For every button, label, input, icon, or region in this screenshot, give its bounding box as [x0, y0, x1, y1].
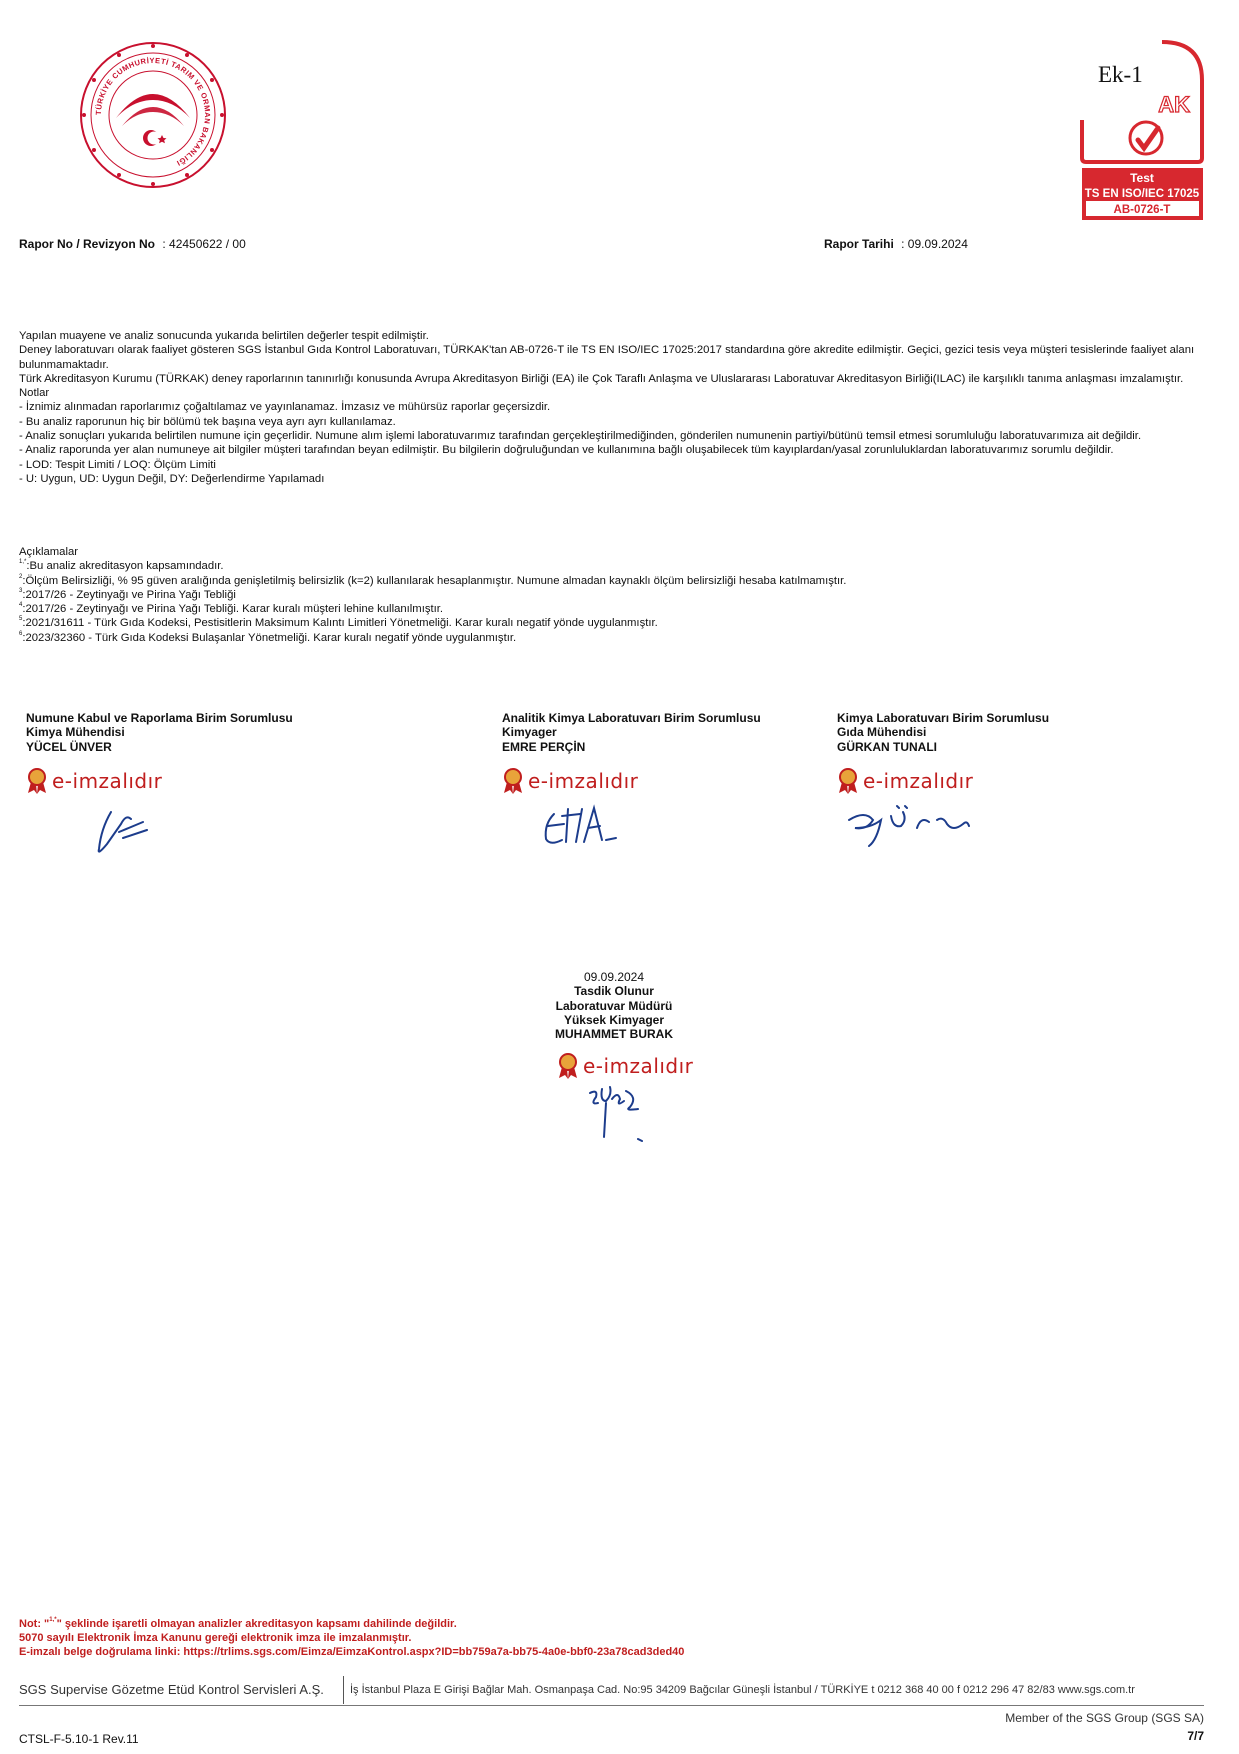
footnote-e-signature-law: 5070 sayılı Elektronik İmza Kanunu gereği elektronik imza ile imzalanmıştır.	[19, 1632, 412, 1644]
signatory-title: Gıda Mühendisi	[837, 725, 927, 740]
explanations-block	[19, 545, 1219, 645]
note-line: - Analiz raporunda yer alan numuneye ait bilgiler müşteri tarafından beyan edilmiştir. Bu bilgilerin doğruluğundan ve kullanımına bağlı oluşabilecek tüm kayıplardan/yasal zorunluluklardan laboratuvarımız sorumlu değildir.	[19, 444, 1114, 457]
signatory-2	[502, 711, 832, 867]
e-signature-badge	[557, 1053, 788, 1079]
footnote-verification-link: E-imzalı belge doğrulama linki: https://trlims.sgs.com/Eimza/EimzaKontrol.aspx?ID=bb759a7a-bb75-4a0e-bbf0-23a78cad3ded40	[19, 1646, 685, 1658]
annex-label: Ek-1	[1098, 62, 1143, 87]
page-number: 7/7	[1187, 1729, 1204, 1743]
turkak-logo-text: AK	[1158, 92, 1190, 117]
rosette-medal-icon	[837, 768, 859, 794]
footnotes	[19, 1617, 684, 1659]
report-number-label: Rapor No / Revizyon No	[19, 237, 156, 251]
signatory-role: Numune Kabul ve Raporlama Birim Sorumlusu	[26, 711, 293, 725]
approval-line: Yüksek Kimyager	[563, 1012, 665, 1027]
note-line: - U: Uygun, UD: Uygun Değil, DY: Değerlendirme Yapılamadı	[19, 472, 325, 485]
report-date-value: : 09.09.2024	[901, 237, 968, 251]
report-number-value: : 42450622 / 00	[162, 237, 246, 251]
explanation-item: $^5$:2021/31611 - Türk Gıda Kodeksi, Pestisitlerin Maksimum Kalıntı Limitleri Yönetmeliği. Karar kuralı negatif yönde uygulanmıştır.	[19, 616, 658, 630]
e-signature-label: e-imzalıdır	[583, 1054, 694, 1079]
member-of-group: Member of the SGS Group (SGS SA)	[1005, 1711, 1204, 1725]
approval-name: MUHAMMET BURAK	[555, 1027, 673, 1042]
footer-divider	[343, 1676, 344, 1704]
report-number	[19, 237, 246, 251]
badge-line-standard: TS EN ISO/IEC 17025	[1084, 188, 1200, 200]
e-signature-label: e-imzalıdır	[528, 768, 639, 793]
footer-rule	[19, 1705, 1204, 1706]
ministry-seal-logo	[78, 40, 228, 190]
footnote-accreditation: Not: "$^{1,*}$" şeklinde işaretli olmayan analizler akreditasyon kapsamı dahilinde değildir.	[19, 1617, 457, 1630]
handwritten-signature	[71, 794, 191, 864]
e-signature-label: e-imzalıdır	[863, 768, 974, 793]
handwritten-signature	[554, 1079, 674, 1149]
explanation-item: $^4$:2017/26 - Zeytinyağı ve Pirina Yağı Tebliği. Karar kuralı müşteri lehine kullanılmıştır.	[19, 602, 444, 616]
badge-line-accreditation-no: AB-0726-T	[1113, 204, 1171, 216]
e-signature-badge	[837, 768, 1167, 794]
signatory-title: Kimya Mühendisi	[26, 725, 125, 740]
seal-ring-text: TÜRKİYE CUMHURİYETİ TARIM VE ORMAN BAKANLIĞI	[93, 55, 213, 168]
approval-line: Tasdik Olunur	[574, 984, 654, 999]
note-line: - Bu analiz raporunun hiç bir bölümü tek başına veya ayrı ayrı kullanılamaz.	[19, 415, 396, 428]
signatory-name: GÜRKAN TUNALI	[837, 739, 937, 754]
form-code: CTSL-F-5.10-1 Rev.11	[19, 1732, 139, 1746]
rosette-medal-icon	[557, 1053, 579, 1079]
signatory-1	[26, 711, 356, 867]
statement-line: Deney laboratuvarı olarak faaliyet gösteren SGS İstanbul Gıda Kontrol Laboratuvarı, TÜRKAK'tan AB-0726-T ile TS EN ISO/IEC 17025:2017 standardına göre akredite edilmiştir. Geçici, gezici tesis veya müşteri tesislerinde faaliyet alanı bulunmamaktadır.	[19, 344, 1195, 371]
signatory-role: Kimya Laboratuvarı Birim Sorumlusu	[837, 711, 1050, 725]
handwritten-signature	[837, 794, 997, 864]
approval-block	[440, 970, 788, 1153]
notes-title: Notlar	[19, 387, 50, 400]
signatory-name: YÜCEL ÜNVER	[26, 739, 112, 754]
company-address: İş İstanbul Plaza E Girişi Bağlar Mah. Osmanpaşa Cad. No:95 34209 Bağcılar Güneşli İstanbul / TÜRKİYE t 0212 368 40 00 f 0212 296 47 82/83 www.sgs.com.tr	[350, 1684, 1135, 1696]
rosette-medal-icon	[26, 768, 48, 794]
signatory-role: Analitik Kimya Laboratuvarı Birim Sorumlusu	[502, 711, 761, 725]
statement-line: Yapılan muayene ve analiz sonucunda yukarıda belirtilen değerler tespit edilmiştir.	[19, 330, 429, 342]
rosette-medal-icon	[502, 768, 524, 794]
signatory-name: EMRE PERÇİN	[502, 739, 586, 754]
badge-line-test: Test	[1130, 171, 1154, 185]
report-date	[824, 237, 968, 251]
statements-block	[19, 329, 1219, 486]
signatory-3	[837, 711, 1167, 867]
e-signature-badge	[502, 768, 832, 794]
explanation-item: $^{1,*}$:Bu analiz akreditasyon kapsamındadır.	[19, 559, 224, 573]
note-line: - Analiz sonuçları yukarıda belirtilen numune için geçerlidir. Numune alım işlemi laboratuvarımız tarafından gerçekleştirilmediğinden, gönderilen numunenin partiyi/bütünü temsil etmesi sorumluluğu laboratuvarımıza ait değildir.	[19, 430, 1142, 443]
approval-date: 09.09.2024	[583, 970, 645, 984]
e-signature-badge	[26, 768, 356, 794]
explanation-item: $^6$:2023/32360 - Türk Gıda Kodeksi Bulaşanlar Yönetmeliği. Karar kuralı negatif yönde uygulanmıştır.	[19, 630, 517, 644]
report-date-label: Rapor Tarihi	[824, 237, 894, 251]
statement-line: Türk Akreditasyon Kurumu (TÜRKAK) deney raporlarının tanınırlığı konusunda Avrupa Akreditasyon Birliği (EA) ile Çok Taraflı Anlaşma ve Uluslararası Laboratuvar Akreditasyon Birliği(ILAC) ile karşılıklı tanıma anlaşması imzalamıştır.	[19, 372, 1184, 385]
e-signature-label: e-imzalıdır	[52, 768, 163, 793]
approval-line: Laboratuvar Müdürü	[555, 998, 673, 1013]
explanation-item: $^2$:Ölçüm Belirsizliği, % 95 güven aralığında genişletilmiş belirsizlik (k=2) kullanılarak hesaplanmıştır. Numune almadan kaynaklı ölçüm belirsizliği hesaba katılmamıştır.	[19, 573, 847, 587]
explanations-title: Açıklamalar	[19, 546, 79, 558]
explanation-item: $^3$:2017/26 - Zeytinyağı ve Pirina Yağı Tebliği	[19, 587, 236, 601]
note-line: - LOD: Tespit Limiti / LOQ: Ölçüm Limiti	[19, 458, 216, 471]
company-name: SGS Supervise Gözetme Etüd Kontrol Servisleri A.Ş.	[19, 1682, 324, 1697]
note-line: - İznimiz alınmadan raporlarımız çoğaltılamaz ve yayınlanamaz. İmzasız ve mühürsüz raporlar geçersizdir.	[19, 401, 551, 414]
signatory-title: Kimyager	[502, 725, 557, 740]
handwritten-signature	[532, 794, 652, 864]
